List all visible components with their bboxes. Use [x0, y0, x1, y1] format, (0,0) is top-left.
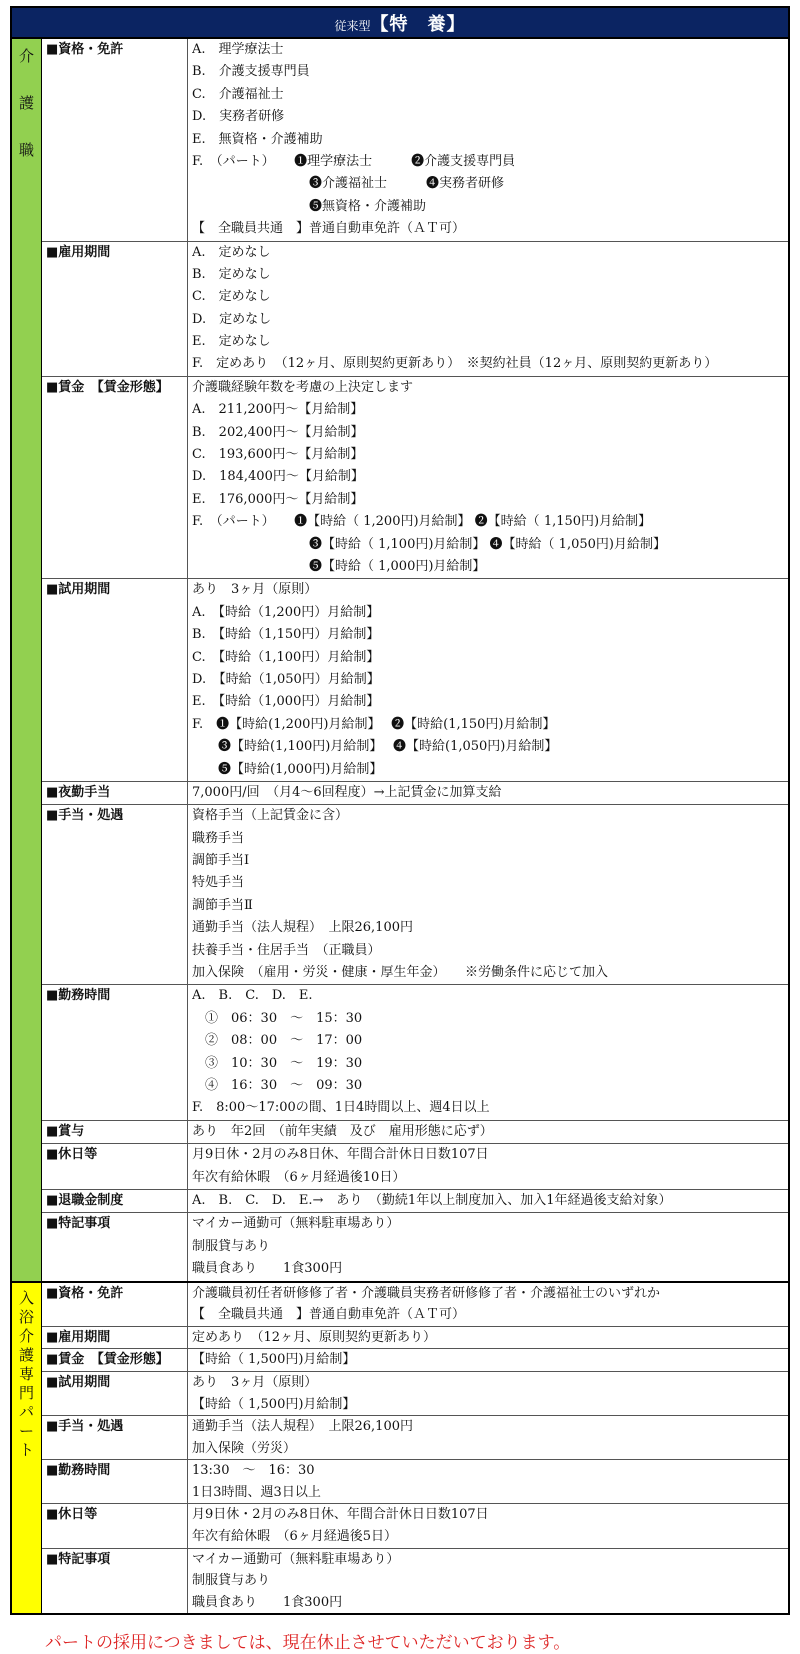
row-label: ■手当・処遇 — [42, 805, 188, 984]
row-value-line: D. 実務者研修 — [192, 109, 285, 125]
row-value-line: 調節手当Ⅱ — [192, 897, 253, 913]
row-value-line: 職員食あり 1食300円 — [192, 1261, 343, 1277]
row-value-line: F. 定めあり （12ヶ月、原則契約更新あり） ※契約社員（12ヶ月、原則契約更新あり） — [192, 356, 718, 372]
condition-row — [42, 1190, 788, 1213]
care-staff-rows — [42, 39, 788, 1281]
condition-row — [42, 1549, 788, 1614]
job-conditions-sheet — [10, 6, 790, 1615]
condition-row — [42, 39, 788, 242]
row-value-line: F. （パート） ❶【時給（ 1,200円)月給制】 ❷【時給（ 1,150円)月給制】 — [192, 514, 652, 530]
row-value-line: ❸【時給(1,100円)月給制】 ❹【時給(1,050円)月給制】 — [192, 739, 558, 755]
category-char: 職 — [18, 141, 34, 159]
category-char: パ — [18, 1402, 34, 1421]
row-value-line: A. 【時給（1,200円）月給制】 — [192, 604, 380, 620]
care-staff-category-label — [12, 39, 42, 1281]
row-value-line: ❺【時給（ 1,000円)月給制】 — [192, 558, 486, 574]
row-value-line: A. B. C. D. E.→ あり （勤続1年以上制度加入、加入1年経過後支給対象） — [192, 1192, 672, 1208]
row-label: ■夜勤手当 — [42, 782, 188, 804]
row-label: ■試用期間 — [42, 1372, 188, 1415]
row-value-line: あり 3ヶ月（原則） — [192, 582, 318, 598]
row-value-line: 介護職員初任者研修修了者・介護職員実務者研修修了者・介護福祉士のいずれか — [192, 1285, 661, 1301]
category-char: 入 — [18, 1288, 34, 1307]
row-value-line: 年次有給休暇 （6ヶ月経過後10日） — [192, 1169, 406, 1185]
row-value-line: ❸介護福祉士 ❹実務者研修 — [192, 176, 505, 192]
row-label: ■退職金制度 — [42, 1190, 188, 1212]
row-value-line: C. 【時給（1,100円）月給制】 — [192, 649, 380, 665]
title-prefix: 従来型 — [334, 19, 371, 33]
category-char: 護 — [18, 1345, 34, 1364]
row-value — [188, 1349, 788, 1371]
row-label: ■資格・免許 — [42, 39, 188, 241]
row-value — [188, 1190, 788, 1212]
row-value — [188, 1372, 788, 1415]
row-label: ■賃金 【賃金形態】 — [42, 1349, 188, 1371]
row-value-line: B. 202,400円～【月給制】 — [192, 424, 364, 440]
row-value-line: 月9日休・2月のみ8日休、年間合計休日日数107日 — [192, 1507, 489, 1523]
category-char: ー — [18, 1421, 34, 1440]
category-char: 浴 — [18, 1307, 34, 1326]
condition-row — [42, 1283, 788, 1327]
row-value-line: 【 全職員共通 】普通自動車免許（ＡＴ可） — [192, 221, 466, 237]
row-value — [188, 805, 788, 984]
row-label: ■試用期間 — [42, 579, 188, 781]
row-label: ■特記事項 — [42, 1213, 188, 1280]
row-value-line: ❸【時給（ 1,100円)月給制】 ❹【時給（ 1,050円)月給制】 — [192, 536, 666, 552]
bath-care-rows — [42, 1283, 788, 1614]
condition-row — [42, 782, 788, 805]
row-value — [188, 1213, 788, 1280]
row-value-line: D. 184,400円～【月給制】 — [192, 469, 364, 485]
row-value-line: ❺無資格・介護補助 — [192, 198, 427, 214]
condition-row — [42, 1121, 788, 1144]
row-value-line: 13:30 ～ 16：30 — [192, 1463, 315, 1479]
row-label: ■休日等 — [42, 1504, 188, 1547]
row-label: ■勤務時間 — [42, 985, 188, 1119]
condition-row — [42, 377, 788, 580]
row-label: ■勤務時間 — [42, 1460, 188, 1503]
row-value-line: B. 介護支援専門員 — [192, 64, 310, 80]
row-value-line: C. 193,600円～【月給制】 — [192, 447, 364, 463]
row-value-line: あり 年2回 （前年実績 及び 雇用形態に応ず） — [192, 1123, 493, 1139]
row-value-line: F. 8:00～17:00の間、1日4時間以上、週4日以上 — [192, 1100, 490, 1116]
row-value — [188, 579, 788, 781]
condition-row — [42, 1349, 788, 1372]
row-label: ■賃金 【賃金形態】 — [42, 377, 188, 579]
row-value — [188, 1283, 788, 1326]
row-value-line: 資格手当（上記賃金に含） — [192, 808, 349, 824]
row-value-line: A. B. C. D. E. — [192, 988, 313, 1004]
row-value-line: C. 定めなし — [192, 289, 271, 305]
condition-row — [42, 242, 788, 377]
row-label: ■休日等 — [42, 1144, 188, 1189]
category-char: 門 — [18, 1383, 34, 1402]
condition-row — [42, 1372, 788, 1416]
bath-care-part-section — [10, 1283, 790, 1616]
row-value-line: E. 無資格・介護補助 — [192, 131, 323, 147]
condition-row — [42, 1460, 788, 1504]
row-value — [188, 1460, 788, 1503]
row-label: ■特記事項 — [42, 1549, 188, 1614]
care-staff-section — [10, 39, 790, 1283]
category-char: 護 — [18, 94, 34, 112]
category-char: 介 — [18, 47, 34, 65]
row-value-line: 【時給（ 1,500円)月給制】 — [192, 1352, 356, 1368]
row-value-line: 特処手当 — [192, 875, 245, 891]
condition-row — [42, 1144, 788, 1190]
row-value-line: 月9日休・2月のみ8日休、年間合計休日日数107日 — [192, 1147, 489, 1163]
row-value-line: 1日3時間、週3日以上 — [192, 1484, 321, 1500]
row-value — [188, 377, 788, 579]
row-value-line: あり 3ヶ月（原則） — [192, 1374, 318, 1390]
row-value-line: ③ 10：30 ～ 19：30 — [192, 1055, 363, 1071]
row-label: ■資格・免許 — [42, 1283, 188, 1326]
condition-row — [42, 1504, 788, 1548]
row-value-line: 通勤手当（法人規程） 上限26,100円 — [192, 1419, 413, 1435]
condition-row — [42, 579, 788, 782]
row-value-line: F. （パート） ❶理学療法士 ❷介護支援専門員 — [192, 153, 516, 169]
row-value-line: B. 定めなし — [192, 266, 271, 282]
row-value-line: 加入保険（労災） — [192, 1440, 297, 1456]
row-value — [188, 985, 788, 1119]
row-value-line: 職務手当 — [192, 830, 245, 846]
row-value-line: 調節手当Ⅰ — [192, 853, 250, 869]
row-value-line: B. 【時給（1,150円）月給制】 — [192, 627, 380, 643]
row-value-line: ② 08：00 ～ 17：00 — [192, 1033, 363, 1049]
row-value-line: E. 定めなし — [192, 334, 271, 350]
category-char: ト — [18, 1440, 34, 1459]
row-value-line: 7,000円/回 （月4～6回程度）→上記賃金に加算支給 — [192, 784, 502, 800]
category-char: 専 — [18, 1364, 34, 1383]
row-value-line: 介護職経験年数を考慮の上決定します — [192, 379, 414, 395]
row-value-line: F. ❶【時給(1,200円)月給制】 ❷【時給(1,150円)月給制】 — [192, 716, 556, 732]
row-value-line: ④ 16：30 ～ 09：30 — [192, 1077, 363, 1093]
row-value — [188, 1121, 788, 1143]
row-value — [188, 782, 788, 804]
row-label: ■賞与 — [42, 1121, 188, 1143]
row-value-line: 定めあり （12ヶ月、原則契約更新あり） — [192, 1329, 437, 1345]
condition-row — [42, 1327, 788, 1350]
row-value — [188, 1504, 788, 1547]
row-value-line: A. 211,200円～【月給制】 — [192, 402, 364, 418]
row-label: ■雇用期間 — [42, 242, 188, 376]
row-value — [188, 242, 788, 376]
row-value — [188, 39, 788, 241]
row-value-line: 【時給（ 1,500円)月給制】 — [192, 1396, 356, 1412]
row-value-line: マイカー通勤可（無料駐車場あり） — [192, 1216, 400, 1232]
row-value-line: マイカー通勤可（無料駐車場あり） — [192, 1551, 400, 1567]
condition-row — [42, 1416, 788, 1460]
row-value-line: E. 【時給（1,000円）月給制】 — [192, 694, 380, 710]
row-value-line: 制服貸与あり — [192, 1573, 271, 1589]
row-value-line: A. 理学療法士 — [192, 42, 284, 57]
row-value-line: E. 176,000円～【月給制】 — [192, 491, 364, 507]
row-value-line: ❺【時給(1,000円)月給制】 — [192, 761, 383, 777]
row-value-line: 加入保険 （雇用・労災・健康・厚生年金） ※労働条件に応じて加入 — [192, 965, 609, 981]
row-value-line: 通勤手当（法人規程） 上限26,100円 — [192, 920, 413, 936]
row-value — [188, 1327, 788, 1349]
row-value-line: 年次有給休暇 （6ヶ月経過後5日） — [192, 1529, 398, 1545]
condition-row — [42, 1213, 788, 1280]
row-value-line: C. 介護福祉士 — [192, 86, 284, 102]
bath-care-category-label — [12, 1283, 42, 1614]
title-bar — [10, 6, 790, 39]
row-label: ■手当・処遇 — [42, 1416, 188, 1459]
row-value-line: ① 06：30 ～ 15：30 — [192, 1010, 363, 1026]
row-value — [188, 1144, 788, 1189]
category-char: 介 — [18, 1326, 34, 1345]
row-value-line: 【 全職員共通 】普通自動車免許（ＡＴ可） — [192, 1307, 466, 1323]
row-value-line: 職員食あり 1食300円 — [192, 1594, 343, 1610]
row-value-line: 扶養手当・住居手当 （正職員） — [192, 942, 381, 958]
row-value-line: 制服貸与あり — [192, 1238, 271, 1254]
title-main: 【特 養】 — [370, 14, 466, 35]
condition-row — [42, 985, 788, 1120]
condition-row — [42, 805, 788, 985]
row-label: ■雇用期間 — [42, 1327, 188, 1349]
footer-notice: パートの採用につきましては、現在休止させていただいております。 — [45, 1633, 571, 1653]
row-value-line: D. 【時給（1,050円）月給制】 — [192, 671, 380, 687]
row-value-line: A. 定めなし — [192, 244, 271, 260]
row-value — [188, 1416, 788, 1459]
row-value — [188, 1549, 788, 1614]
row-value-line: D. 定めなし — [192, 311, 272, 327]
